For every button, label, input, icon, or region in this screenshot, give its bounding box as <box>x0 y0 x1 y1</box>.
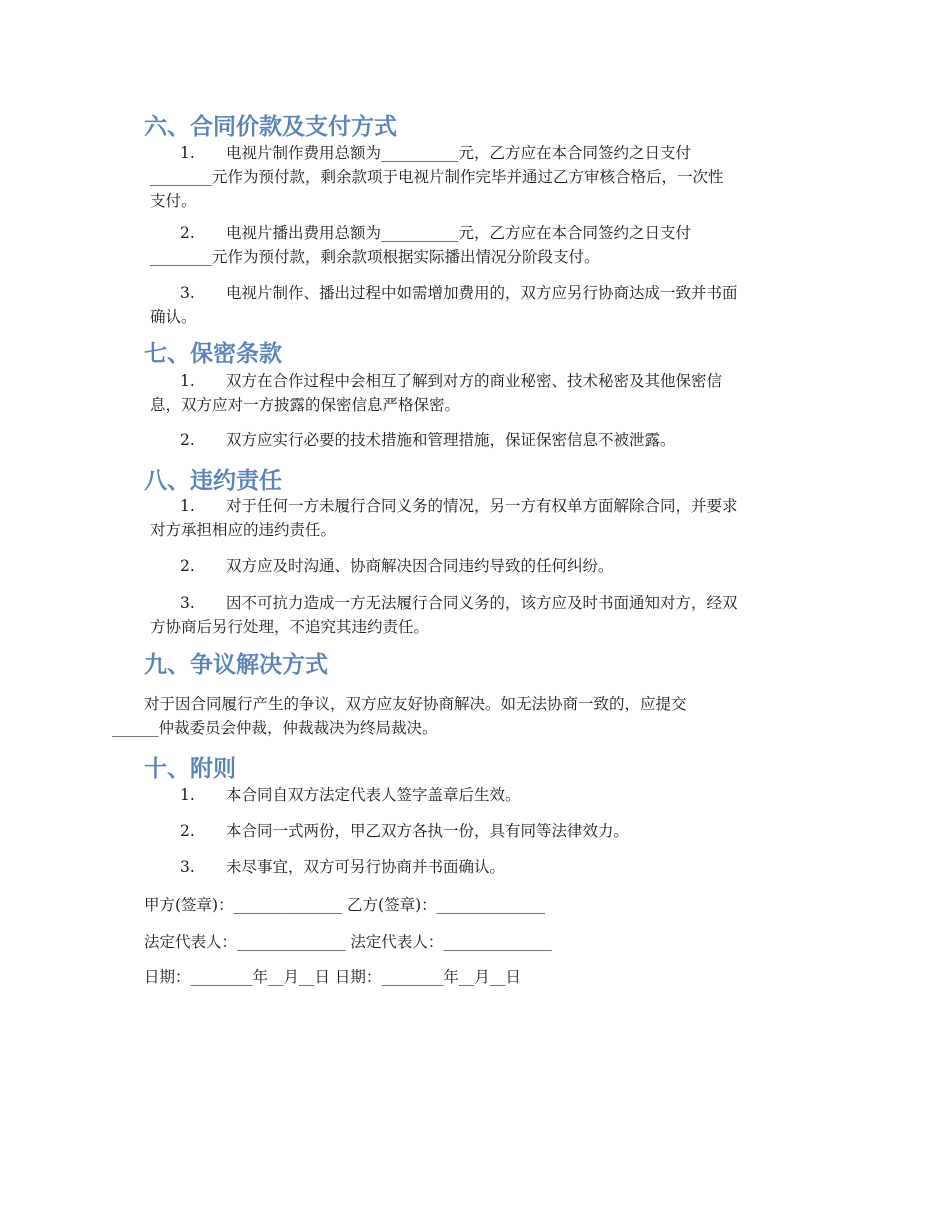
clause-number: 1. <box>180 144 195 162</box>
clause-text: 未尽事宜，双方可另行协商并书面确认。 <box>226 858 506 876</box>
signature-line-dates: 日期：________年__月__日 日期：________年__月__日 <box>144 968 521 986</box>
clause-7-1 <box>150 369 840 417</box>
signature-line-representatives: 法定代表人：______________ 法定代表人：______________ <box>144 933 552 951</box>
clause-text-cont: 确认。 <box>150 308 197 326</box>
clause-6-2 <box>150 221 840 269</box>
clause-10-1 <box>150 783 840 807</box>
clause-number: 1. <box>180 786 195 804</box>
clause-text-cont: 方协商后另行处理，不追究其违约责任。 <box>150 618 430 636</box>
clause-text-cont: ________元作为预付款，剩余款项根据实际播出情况分阶段支付。 <box>150 248 600 266</box>
section-heading-8: 八、违约责任 <box>144 468 282 494</box>
clause-text: 双方应实行必要的技术措施和管理措施，保证保密信息不被泄露。 <box>226 431 676 449</box>
section-heading-9: 九、争议解决方式 <box>144 652 328 678</box>
clause-number: 2. <box>180 822 195 840</box>
clause-text: 电视片制作费用总额为__________元，乙方应在本合同签约之日支付 <box>226 144 692 162</box>
clause-text-cont: 对方承担相应的违约责任。 <box>150 521 337 539</box>
dispute-paragraph-cont: ______仲裁委员会仲裁，仲裁裁决为终局裁决。 <box>112 719 438 737</box>
clause-10-3 <box>150 855 840 879</box>
clause-text: 电视片制作、播出过程中如需增加费用的，双方应另行协商达成一致并书面 <box>226 284 738 302</box>
clause-8-1 <box>150 494 840 542</box>
clause-text-cont: 支付。 <box>150 192 197 210</box>
section-heading-7: 七、保密条款 <box>144 341 282 367</box>
signature-line-parties: 甲方(签章)：______________ 乙方(签章)：______________ <box>144 896 546 914</box>
clause-text: 双方应及时沟通、协商解决因合同违约导致的任何纠纷。 <box>226 557 614 575</box>
clause-text-cont: 息，双方应对一方披露的保密信息严格保密。 <box>150 396 461 414</box>
clause-text: 双方在合作过程中会相互了解到对方的商业秘密、技术秘密及其他保密信 <box>226 372 723 390</box>
clause-8-3 <box>150 591 840 639</box>
dispute-paragraph: 对于因合同履行产生的争议，双方应友好协商解决。如无法协商一致的，应提交 <box>144 695 687 713</box>
clause-text: 本合同一式两份，甲乙双方各执一份，具有同等法律效力。 <box>226 822 630 840</box>
clause-number: 2. <box>180 557 195 575</box>
section-heading-10: 十、附则 <box>144 756 236 782</box>
clause-6-1 <box>150 141 840 213</box>
clause-text: 本合同自双方法定代表人签字盖章后生效。 <box>226 786 521 804</box>
section-heading-6: 六、合同价款及支付方式 <box>144 114 397 140</box>
clause-number: 1. <box>180 372 195 390</box>
clause-text: 因不可抗力造成一方无法履行合同义务的，该方应及时书面通知对方，经双 <box>226 594 738 612</box>
clause-8-2 <box>150 554 840 578</box>
clause-text: 对于任何一方未履行合同义务的情况，另一方有权单方面解除合同，并要求 <box>226 497 738 515</box>
clause-number: 1. <box>180 497 195 515</box>
clause-number: 3. <box>180 284 195 302</box>
clause-10-2 <box>150 819 840 843</box>
clause-6-3 <box>150 281 840 329</box>
clause-number: 3. <box>180 594 195 612</box>
clause-number: 2. <box>180 224 195 242</box>
clause-7-2 <box>150 428 840 452</box>
clause-text-cont: ________元作为预付款，剩余款项于电视片制作完毕并通过乙方审核合格后，一次性 <box>150 168 724 186</box>
clause-number: 3. <box>180 858 195 876</box>
clause-text: 电视片播出费用总额为__________元，乙方应在本合同签约之日支付 <box>226 224 692 242</box>
clause-number: 2. <box>180 431 195 449</box>
